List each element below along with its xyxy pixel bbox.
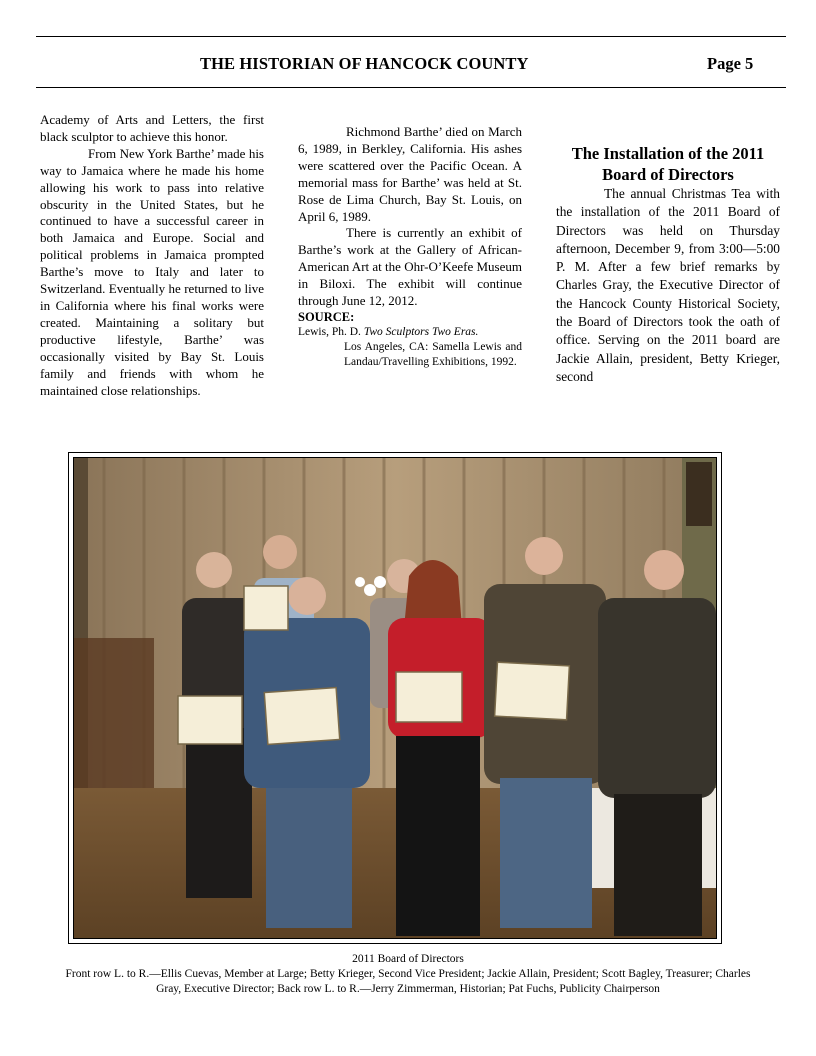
source-heading: SOURCE: — [298, 309, 355, 324]
masthead — [0, 54, 816, 76]
paragraph: Academy of Arts and Letters, the first black sculptor to achieve this honor. — [40, 112, 264, 144]
top-rule — [36, 36, 786, 37]
paragraph: The annual Christmas Tea with the installation of the 2011 Board of Directors was held on Thursday afternoon, December 9, from 3:00—5:00 P. M. After a few brief remarks by Charles Gray, the Executive Director of the Hancock County Historical Society, the Board of Directors took the oath of office. Serving on the 2011 board are Jackie Allain, president, Betty Krieger, second — [556, 186, 780, 384]
board-photo-illustration — [74, 458, 717, 939]
paragraph: There is currently an exhibit of Barthe’s work at the Gallery of African-American Art at the Ohr-O’Keefe Museum in Biloxi. The exhibit will continue through June 12, 2012. — [298, 225, 522, 309]
article-column-1 — [40, 112, 264, 399]
article-column-2 — [298, 124, 522, 370]
masthead-bottom-rule — [36, 87, 786, 88]
paragraph: From New York Barthe’ made his way to Jamaica where he made his home allowing his work to pass into relative obscurity in the United States, but he continued to have a successful career in both Jamaica and Europe. Social and political problems in Jamaica prompted Barthe’s move to Italy and later to Switzerland. Eventually he returned to live in California where his final works were created. Maintaining a solitary but productive lifestyle, Barthe’ was occasionally visited by Bay St. Louis family and friends with whom he maintained close relationships. — [40, 145, 264, 398]
newsletter-title: THE HISTORIAN OF HANCOCK COUNTY — [200, 54, 529, 73]
photo-frame — [68, 452, 722, 944]
source-citation — [298, 325, 522, 370]
caption-title: 2011 Board of Directors — [352, 953, 464, 965]
board-photo — [73, 457, 717, 939]
paragraph: Richmond Barthe’ died on March 6, 1989, in Berkley, California. His ashes were scattered over the Pacific Ocean. A memorial mass for Barthe’ was held at St. Rose de Lima Church, Bay St. Louis, on April 6, 1989. — [298, 124, 522, 224]
page-number: Page 5 — [707, 54, 754, 73]
source-title: Two Sculptors Two Eras. — [363, 325, 479, 338]
source-publisher: Los Angeles, CA: Samella Lewis and Landau/Travelling Exhibitions, 1992. — [344, 340, 522, 368]
source-author: Lewis, Ph. D. — [298, 325, 361, 338]
caption-names: Front row L. to R.—Ellis Cuevas, Member at Large; Betty Krieger, Second Vice President; Jackie Allain, President; Scott Bagley, Treasurer; Charles Gray, Executive Director; Back row L. to R.—Jerry Zimmerman, Historian; Pat Fuchs, Publicity Chairperson — [65, 968, 751, 995]
article-title: The Installation of the 2011 Board of Directors — [571, 144, 765, 184]
photo-caption — [60, 952, 756, 997]
article-column-3 — [556, 143, 780, 386]
